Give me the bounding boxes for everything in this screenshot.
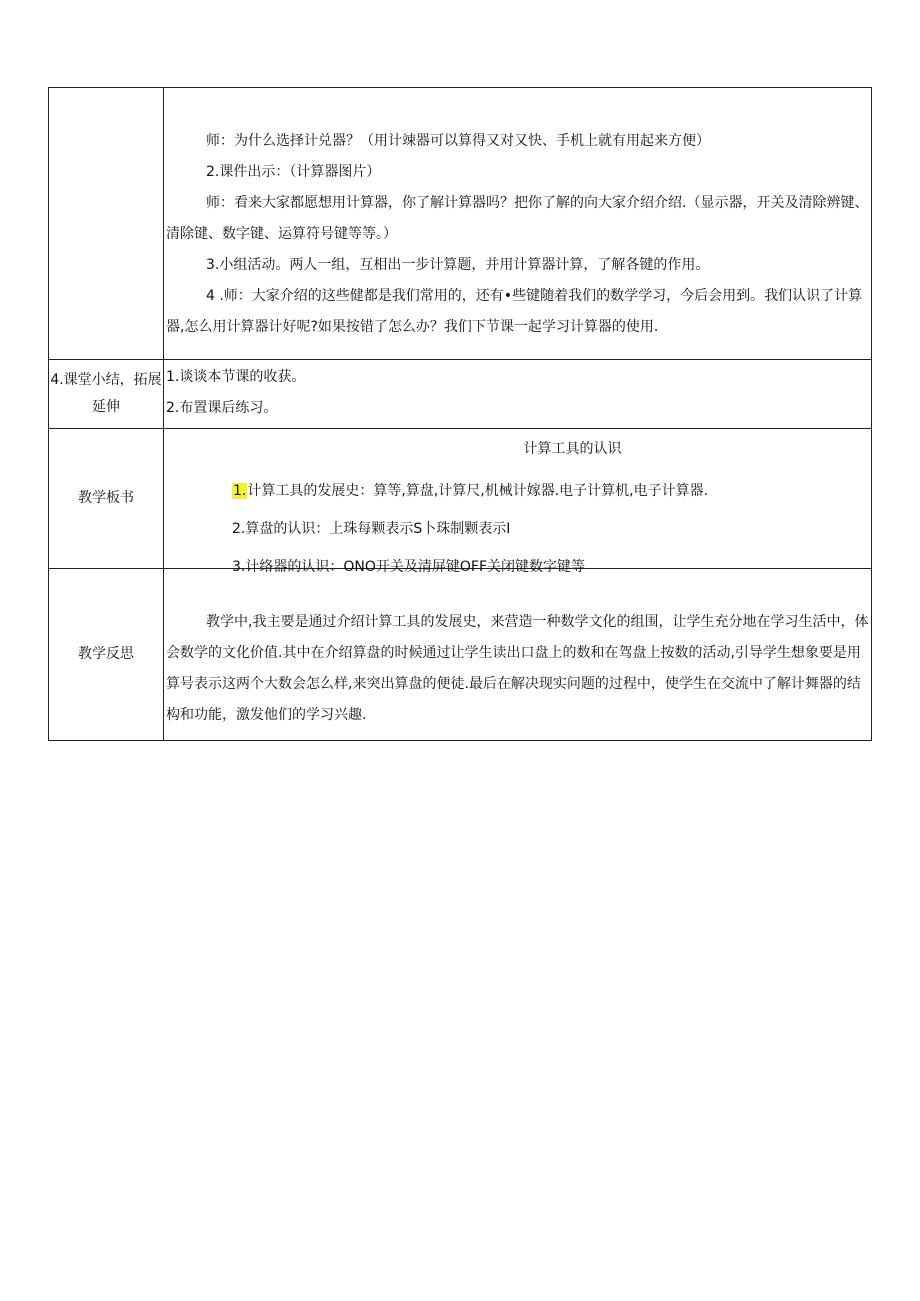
paragraph: 教学中,我主要是通过介绍计算工具的发展史，来营造一种数学文化的组围，让学生充分地在学习生活中，体会数学的文化价值.其中在介绍算盘的时候通过让学生读出口盘上的数和在驾盘上按数的活动,引导学生想象要是用算号表示这两个大数会怎么样,来突出算盘的便徒.最后在解决现实问题的过程中，使学生在交流中了解计舞器的结构和功能，激发他们的学习兴趣. bbox=[166, 614, 869, 723]
highlighted-marker: 1. bbox=[233, 483, 247, 499]
row-content bbox=[164, 360, 872, 429]
paragraph: 4 .师：大家介绍的这些健都是我们常用的，还有•些键随着我们的数学学习，今后会用到。我们认识了计算器,怎么用计算器计好呢?如果按错了怎么办？我们下节课一起学习计算器的使用. bbox=[166, 288, 863, 335]
table-row bbox=[49, 569, 872, 741]
board-title: 计算工具的认识 bbox=[523, 441, 622, 457]
table-row bbox=[49, 360, 872, 429]
row-label: 4.课堂小结，拓展延伸 bbox=[49, 360, 164, 429]
board-line: 3.计络器的认识：ONO开关及清屏键OFF关闭键数字键等 bbox=[232, 559, 585, 575]
board-line-text: 计算工具的发展史：算等,算盘,计算尺,机械计嫁器.电子计算机,电子计算器. bbox=[247, 483, 709, 499]
board-line: 2.算盘的认识：上珠每颗表示S卜珠制颗表示I bbox=[232, 521, 511, 537]
row-label bbox=[49, 88, 164, 360]
lesson-plan-table bbox=[48, 87, 872, 741]
paragraph: 2.布置课后练习。 bbox=[166, 400, 278, 416]
paragraph: 2.课件出示：（计算器图片） bbox=[206, 164, 381, 180]
row-label: 教学反思 bbox=[49, 569, 164, 741]
paragraph: 师：看来大家都愿想用计算器，你了解计算器吗？把你了解的向大家介绍介绍.（显示器，开关及清除辨键、清除键、数字键、运算符号键等等。） bbox=[166, 195, 869, 242]
table-row bbox=[49, 429, 872, 569]
board-line bbox=[232, 472, 869, 510]
row-content bbox=[164, 569, 872, 741]
paragraph: 1.谈谈本节课的收获。 bbox=[166, 369, 306, 385]
table-row bbox=[49, 88, 872, 360]
row-label: 教学板书 bbox=[49, 429, 164, 569]
paragraph: 3.小组活动。两人一组，互相出一步计算题，并用计算器计算，了解各键的作用。 bbox=[206, 257, 710, 273]
row-content bbox=[164, 429, 872, 575]
row-content bbox=[164, 88, 872, 360]
paragraph: 师：为什么选择计兑器？（用计竦器可以算得又对又快、手机上就有用起来方便） bbox=[206, 133, 710, 149]
